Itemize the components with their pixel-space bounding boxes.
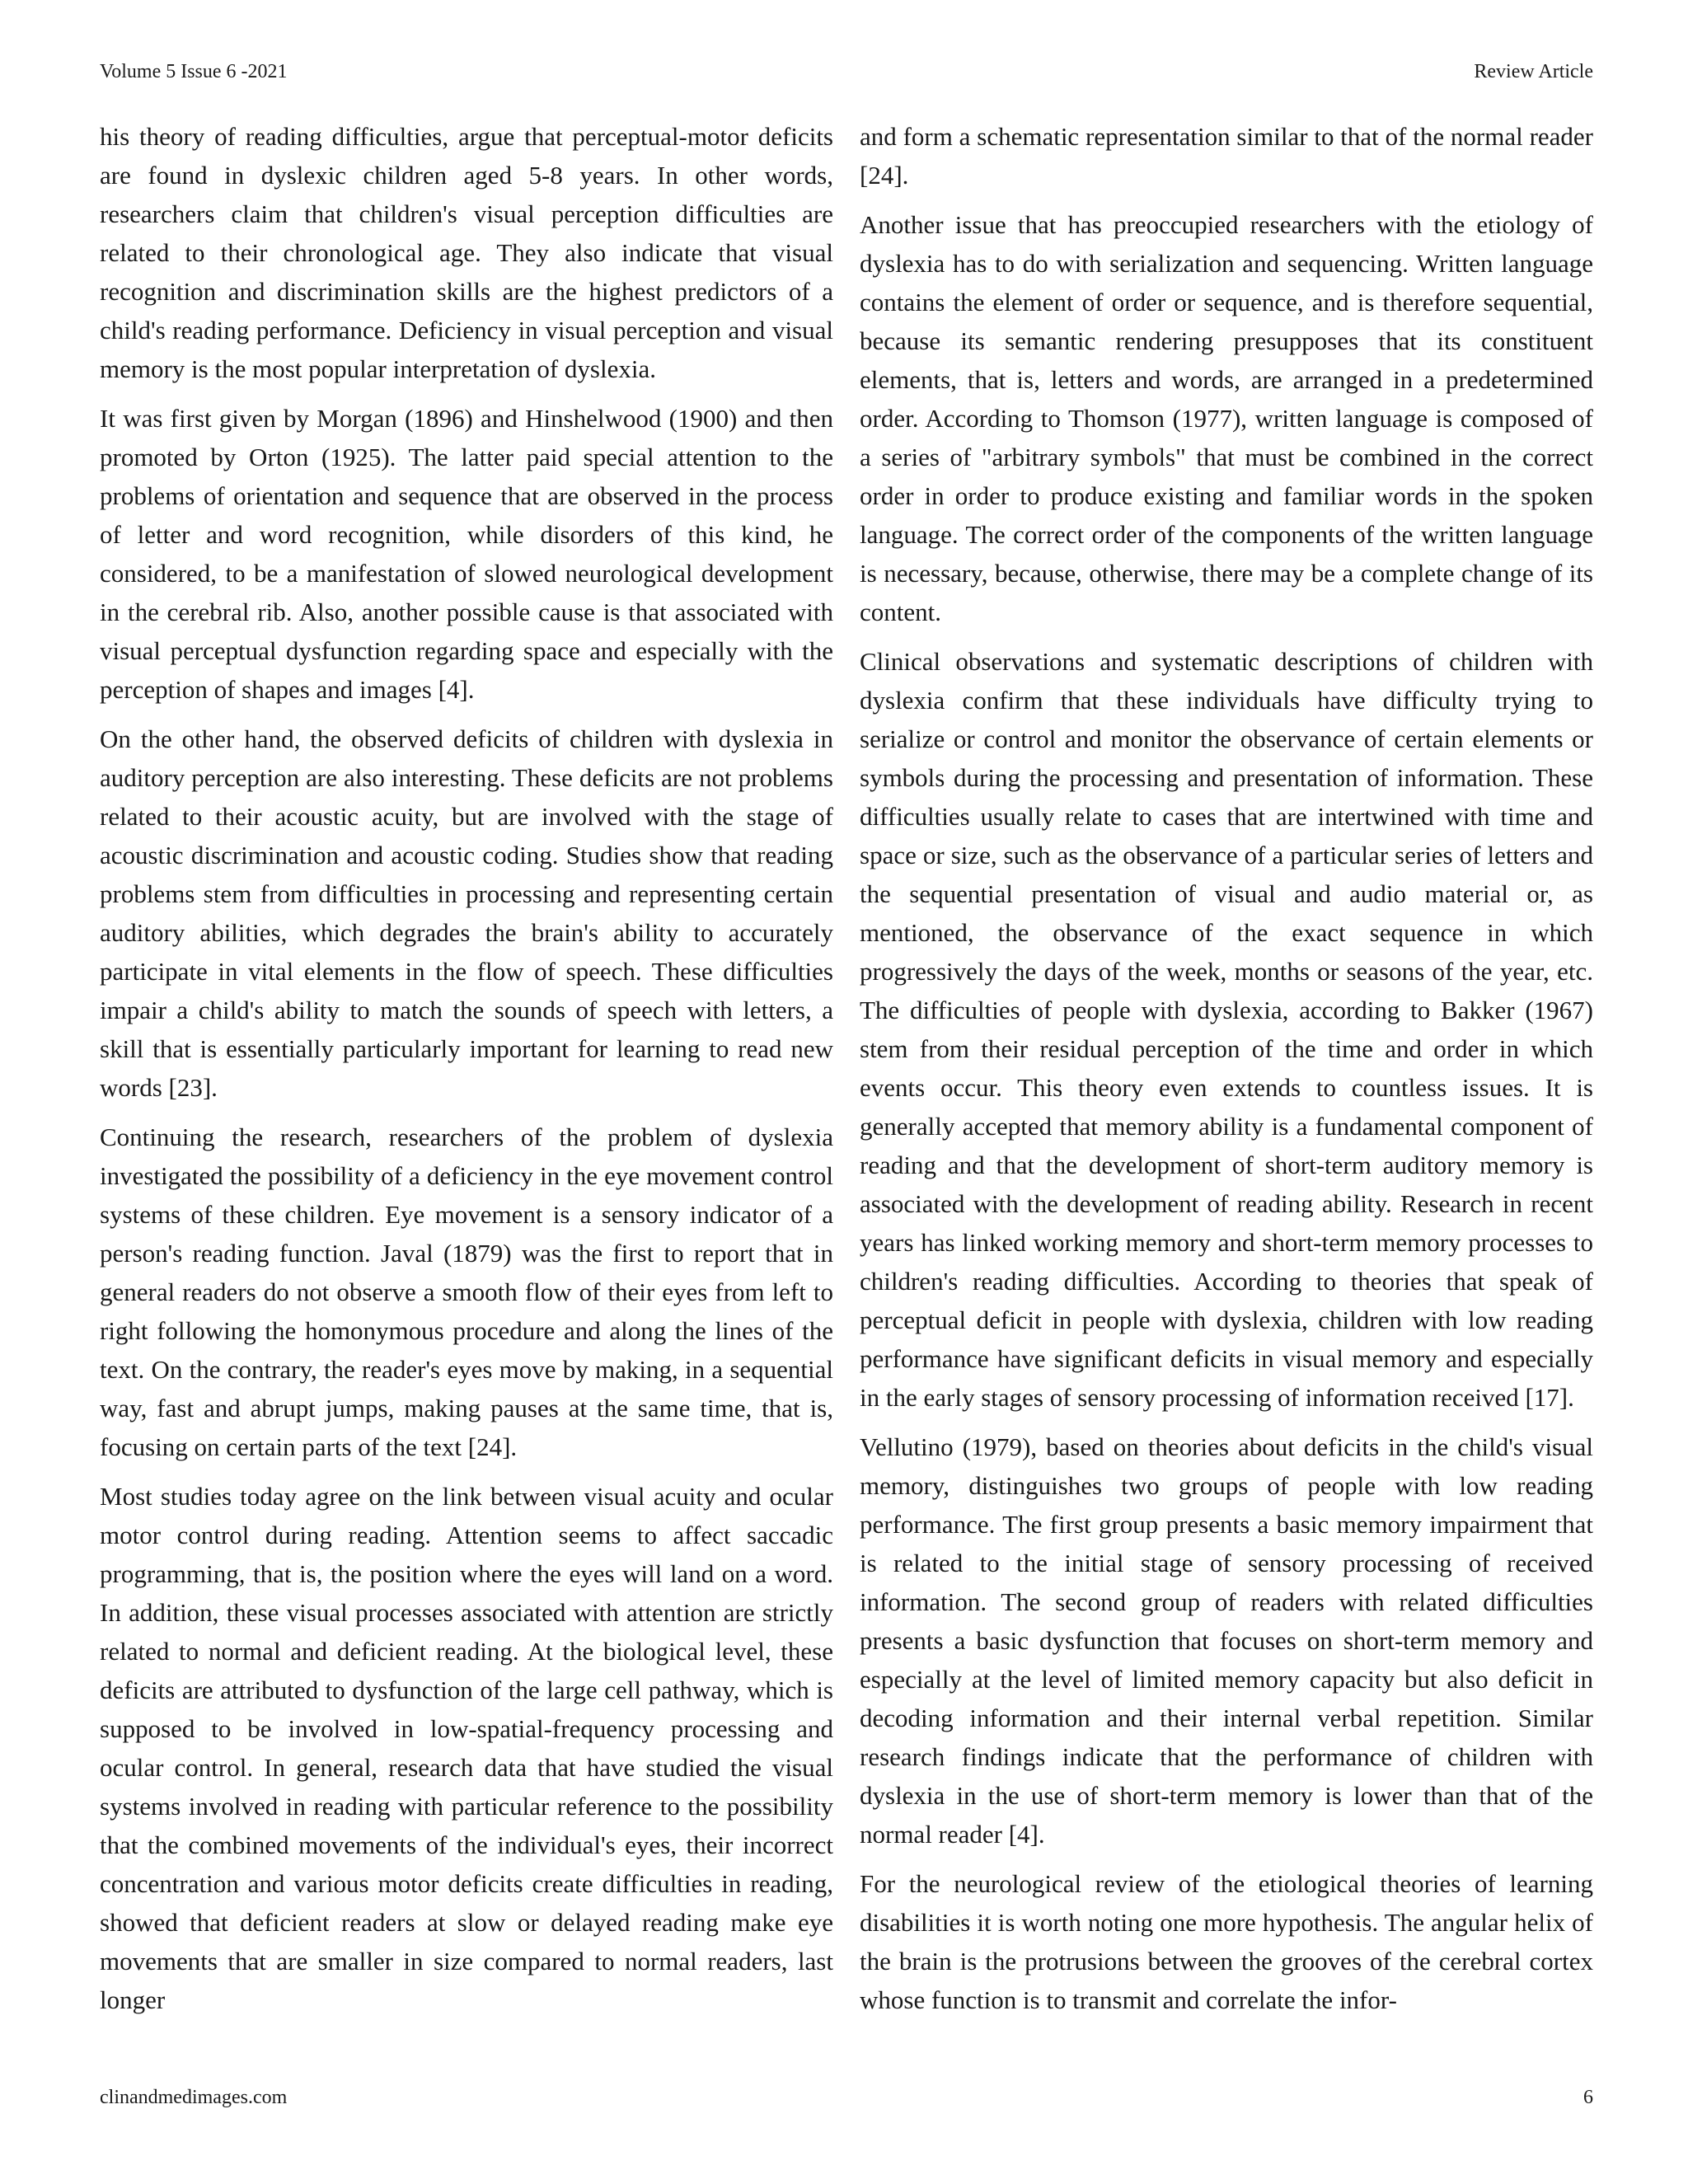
paragraph: his theory of reading difficulties, argue that perceptual-motor deficits are found in dyslexic children aged 5-8 years. In other words, researchers claim that children's visual perception difficulties are related to their chronological age. They also indicate that visual recognition and discrimination skills are the highest predictors of a child's reading performance. Deficiency in visual perception and visual memory is the most popular interpretation of dyslexia. xyxy=(100,122,833,383)
page-footer xyxy=(100,2083,1593,2111)
paragraph: Continuing the research, researchers of the problem of dyslexia investigated the possibility of a deficiency in the eye movement control systems of these children. Eye movement is a sensory indicator of a person's reading function. Javal (1879) was the first to report that in general readers do not observe a smooth flow of their eyes from left to right following the homonymous procedure and along the lines of the text. On the contrary, the reader's eyes move by making, in a sequential way, fast and abrupt jumps, making pauses at the same time, that is, focusing on certain parts of the text [24]. xyxy=(100,1122,833,1461)
paragraph: On the other hand, the observed deficits of children with dyslexia in auditory perception are also interesting. These deficits are not problems related to their acoustic acuity, but are involved with the stage of acoustic discrimination and acoustic coding. Studies show that reading problems stem from difficulties in processing and representing certain auditory abilities, which degrades the brain's ability to accurately participate in vital elements in the flow of speech. These difficulties impair a child's ability to match the sounds of speech with letters, a skill that is essentially particularly important for learning to read new words [23]. xyxy=(100,724,833,1102)
page-number: 6 xyxy=(1583,2087,1593,2108)
journal-volume: Volume 5 Issue 6 -2021 xyxy=(100,61,288,82)
paragraph: Another issue that has preoccupied researchers with the etiology of dyslexia has to do with serialization and sequencing. Written language contains the element of order or sequence, and is therefore sequential, because its semantic rendering presupposes that its constituent elements, that is, letters and words, are arranged in a predetermined order. According to Thomson (1977), written language is composed of a series of "arbitrary symbols" that must be combined in the correct order in order to produce existing and familiar words in the spoken language. The correct order of the components of the written language is necessary, because, otherwise, there may be a complete change of its content. xyxy=(860,210,1593,626)
paragraph: Most studies today agree on the link between visual acuity and ocular motor control during reading. Attention seems to affect saccadic programming, that is, the position where the eyes will land on a word. In addition, these visual processes associated with attention are strictly related to normal and deficient reading. At the biological level, these deficits are attributed to dysfunction of the large cell pathway, which is supposed to be involved in low-spatial-frequency processing and ocular control. In general, research data that have studied the visual systems involved in reading with particular reference to the possibility that the combined movements of the individual's eyes, their incorrect concentration and various motor deficits create difficulties in reading, showed that deficient readers at slow or delayed reading make eye movements that are smaller in size compared to normal readers, last longer xyxy=(100,1482,833,2014)
paragraph: Vellutino (1979), based on theories about deficits in the child's visual memory, distinguishes two groups of people with low reading performance. The first group presents a basic memory impairment that is related to the initial stage of sensory processing of received information. The second group of readers with related difficulties presents a basic dysfunction that focuses on short-term memory and especially at the level of limited memory capacity but also deficit in decoding information and their internal verbal repetition. Similar research findings indicate that the performance of children with dyslexia in the use of short-term memory is lower than that of the normal reader [4]. xyxy=(860,1432,1593,1849)
article-type: Review Article xyxy=(1474,61,1593,82)
paragraph: It was first given by Morgan (1896) and Hinshelwood (1900) and then promoted by Orton (1925). The latter paid special attention to the problems of orientation and sequence that are observed in the process of letter and word recognition, while disorders of this kind, he considered, to be a manifestation of slowed neurological development in the cerebral rib. Also, another possible cause is that associated with visual perceptual dysfunction regarding space and especially with the perception of shapes and images [4]. xyxy=(100,404,833,704)
paragraph: and form a schematic representation similar to that of the normal reader [24]. xyxy=(860,122,1593,190)
page-header xyxy=(100,58,1593,86)
article-body xyxy=(100,117,1593,2037)
journal-website: clinandmedimages.com xyxy=(100,2087,288,2108)
left-column xyxy=(100,117,833,2030)
paragraph: For the neurological review of the etiological theories of learning disabilities it is worth noting one more hypothesis. The angular helix of the brain is the protrusions between the grooves of the cerebral cortex whose function is to transmit and correlate the infor- xyxy=(860,1869,1593,2014)
paragraph: Clinical observations and systematic descriptions of children with dyslexia confirm that these individuals have difficulty trying to serialize or control and monitor the observance of certain elements or symbols during the processing and presentation of information. These difficulties usually relate to cases that are intertwined with time and space or size, such as the observance of a particular series of letters and the sequential presentation of visual and audio material or, as mentioned, the observance of the exact sequence in which progressively the days of the week, months or seasons of the year, etc. The difficulties of people with dyslexia, according to Bakker (1967) stem from their residual perception of the time and order in which events occur. This theory even extends to countless issues. It is generally accepted that memory ability is a fundamental component of reading and that the development of short-term auditory memory is associated with the development of reading ability. Research in recent years has linked working memory and short-term memory processes to children's reading difficulties. According to theories that speak of perceptual deficit in people with dyslexia, children with low reading performance have significant deficits in visual memory and especially in the early stages of sensory processing of information received [17]. xyxy=(860,647,1593,1412)
right-column xyxy=(860,117,1593,2030)
